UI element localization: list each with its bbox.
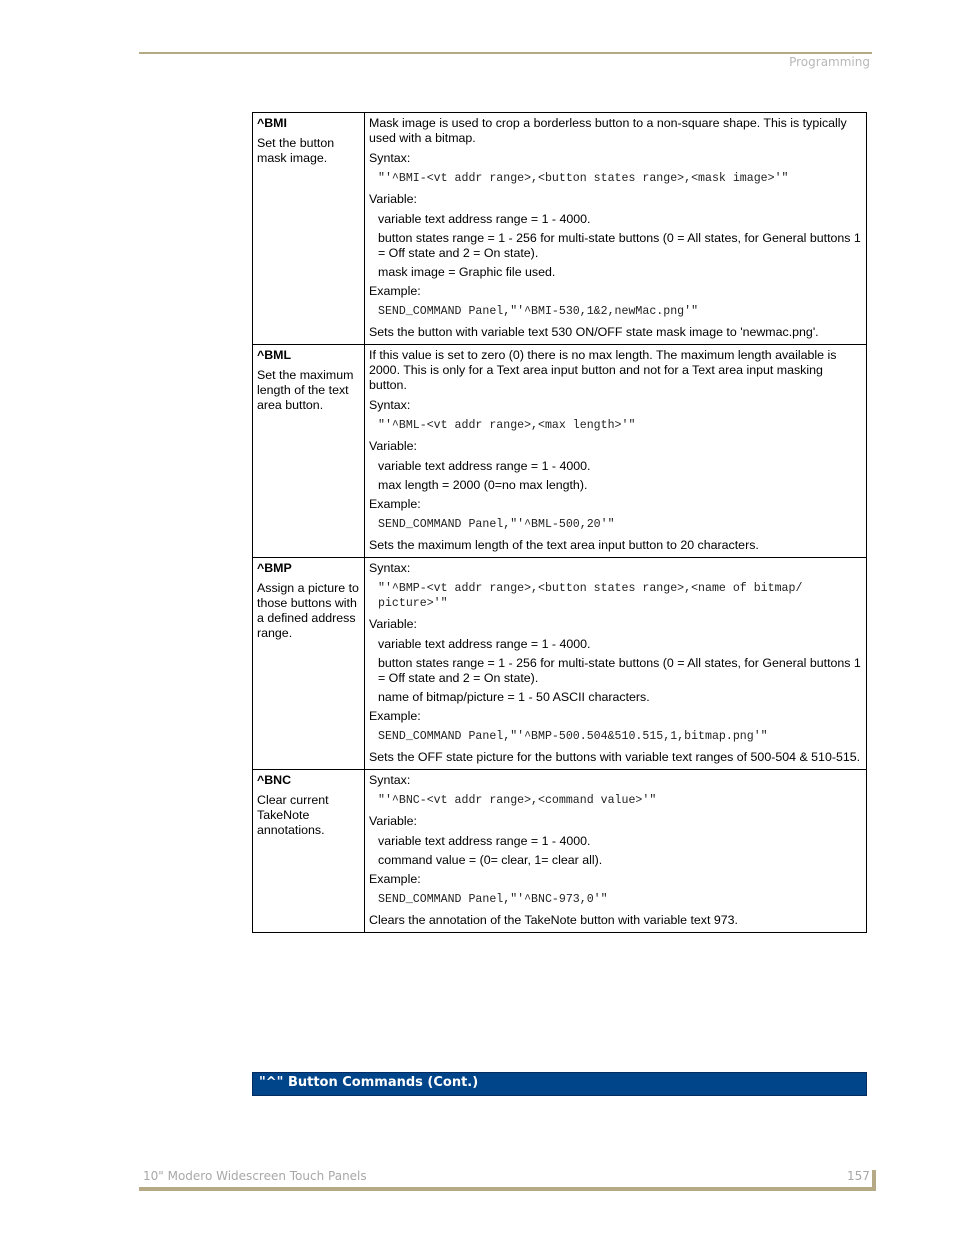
- command-intro: Mask image is used to crop a borderless button to a non-square shape. This is typically used with a bitmap.: [369, 116, 847, 145]
- variable-item: button states range = 1 - 256 for multi-state buttons (0 = All states, for General buttons 1 = Off state and 2 = On state).: [378, 231, 861, 260]
- command-name: ^BMP: [257, 561, 292, 575]
- syntax-label: Syntax:: [369, 398, 411, 412]
- command-row: [253, 345, 867, 558]
- variable-item: variable text address range = 1 - 4000.: [378, 637, 591, 651]
- command-name-cell: [253, 770, 365, 933]
- variable-item: mask image = Graphic file used.: [378, 265, 556, 279]
- variable-label: Variable:: [369, 192, 417, 206]
- variable-item: button states range = 1 - 256 for multi-state buttons (0 = All states, for General buttons 1 = Off state and 2 = On state).: [378, 656, 861, 685]
- variable-item: command value = (0= clear, 1= clear all).: [378, 853, 603, 867]
- example-result: Sets the button with variable text 530 ON/OFF state mask image to 'newmac.png'.: [369, 325, 819, 339]
- syntax-code: "'^BML-<vt addr range>,<max length>'": [378, 419, 636, 432]
- example-label: Example:: [369, 284, 421, 298]
- variable-label: Variable:: [369, 814, 417, 828]
- variable-item: variable text address range = 1 - 4000.: [378, 834, 591, 848]
- command-table-body: [253, 113, 867, 933]
- example-code: SEND_COMMAND Panel,"'^BML-500,20'": [378, 518, 615, 531]
- command-detail-cell: [365, 770, 867, 933]
- footer-title: 10" Modero Widescreen Touch Panels: [143, 1169, 367, 1183]
- command-description: Set the maximum length of the text area button.: [257, 368, 354, 412]
- command-name-cell: [253, 113, 365, 345]
- command-row: [253, 558, 867, 770]
- command-row: [253, 770, 867, 933]
- syntax-label: Syntax:: [369, 151, 411, 165]
- variable-item: variable text address range = 1 - 4000.: [378, 212, 591, 226]
- table-caption: "^" Button Commands (Cont.): [259, 1075, 479, 1090]
- command-name: ^BMI: [257, 116, 287, 130]
- example-result: Sets the OFF state picture for the buttons with variable text ranges of 500-504 & 510-515.: [369, 750, 861, 764]
- header-rule: [139, 52, 872, 54]
- example-result: Sets the maximum length of the text area input button to 20 characters.: [369, 538, 759, 552]
- command-description: Assign a picture to those buttons with a defined address range.: [257, 581, 359, 640]
- syntax-label: Syntax:: [369, 773, 411, 787]
- variable-item: max length = 2000 (0=no max length).: [378, 478, 588, 492]
- command-name: ^BML: [257, 348, 292, 362]
- command-intro: If this value is set to zero (0) there is no max length. The maximum length available is 2000. This is only for a Text area input button and not for a Text area input masking button.: [369, 348, 837, 392]
- command-name-cell: [253, 558, 365, 770]
- example-label: Example:: [369, 872, 421, 886]
- command-table: [252, 112, 867, 933]
- command-description: Clear current TakeNote annotations.: [257, 793, 329, 837]
- command-detail-cell: [365, 558, 867, 770]
- example-label: Example:: [369, 709, 421, 723]
- page-number: 157: [847, 1169, 870, 1183]
- command-detail-cell: [365, 345, 867, 558]
- command-description: Set the button mask image.: [257, 136, 335, 165]
- variable-item: name of bitmap/picture = 1 - 50 ASCII characters.: [378, 690, 650, 704]
- command-row: [253, 113, 867, 345]
- footer-rule: [139, 1187, 875, 1191]
- command-detail-cell: [365, 113, 867, 345]
- variable-item: variable text address range = 1 - 4000.: [378, 459, 591, 473]
- section-label: Programming: [789, 55, 870, 69]
- syntax-code: "'^BMI-<vt addr range>,<button states range>,<mask image>'": [378, 172, 789, 185]
- table-caption-bar: [252, 1072, 867, 1096]
- command-name: ^BNC: [257, 773, 292, 787]
- variable-label: Variable:: [369, 617, 417, 631]
- example-code: SEND_COMMAND Panel,"'^BMI-530,1&2,newMac.png'": [378, 305, 699, 318]
- command-name-cell: [253, 345, 365, 558]
- syntax-code: "'^BNC-<vt addr range>,<command value>'": [378, 794, 657, 807]
- variable-label: Variable:: [369, 439, 417, 453]
- example-code: SEND_COMMAND Panel,"'^BNC-973,0'": [378, 893, 608, 906]
- syntax-code: "'^BMP-<vt addr range>,<button states range>,<name of bitmap/ picture>'": [378, 582, 803, 610]
- example-result: Clears the annotation of the TakeNote button with variable text 973.: [369, 913, 738, 927]
- example-code: SEND_COMMAND Panel,"'^BMP-500.504&510.515,1,bitmap.png'": [378, 730, 768, 743]
- example-label: Example:: [369, 497, 421, 511]
- syntax-label: Syntax:: [369, 561, 411, 575]
